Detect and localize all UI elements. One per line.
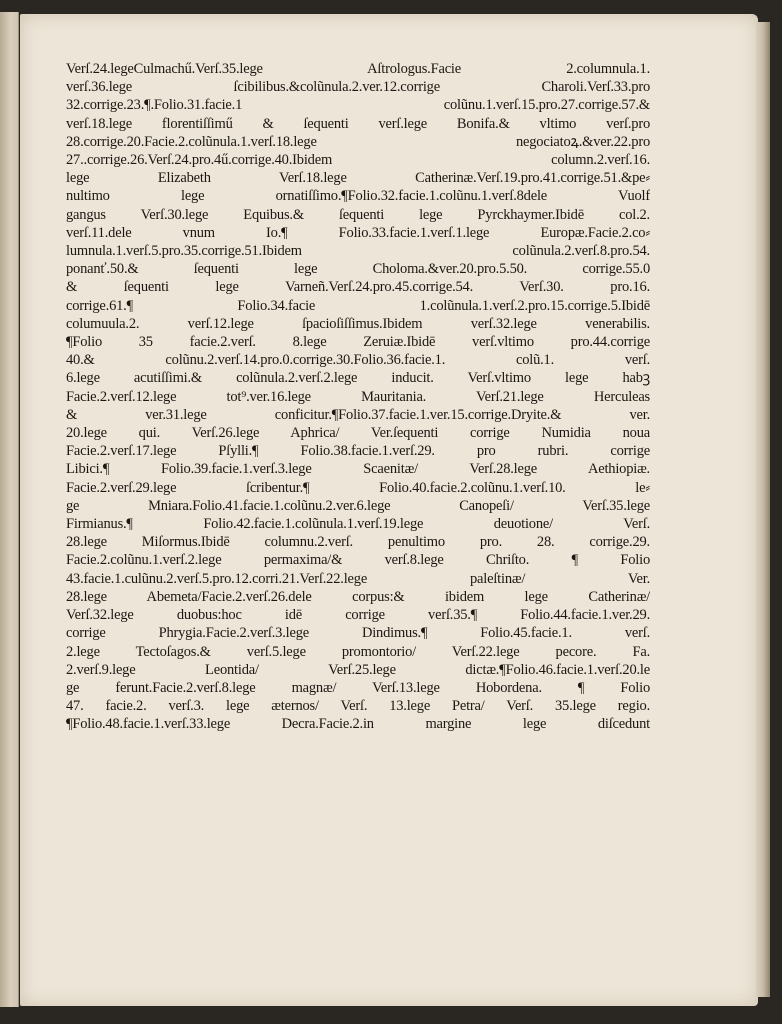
text-line: Libici.¶ Folio.39.facie.1.verſ.3.lege Scaenitæ/ Verſ.28.lege Aethiopiæ. <box>66 461 650 478</box>
text-line: Verſ.32.lege duobus:hoc idē corrige verſ.35.¶ Folio.44.facie.1.ver.29. <box>66 607 650 624</box>
text-line: corrige.61.¶ Folio.34.facie 1.colũnula.1.verſ.2.pro.15.corrige.5.Ibidē <box>66 297 650 314</box>
text-line: 6.lege acutiſſimi.& colũnula.2.verſ.2.lege inducit. Verſ.vltimo lege habꝫ <box>66 370 650 387</box>
text-line: & ver.31.lege conficitur.¶Folio.37.facie.1.ver.15.corrige.Dryite.& ver. <box>66 406 650 423</box>
text-line: Facie.2.verſ.12.lege tot⁹.ver.16.lege Mauritania. Verſ.21.lege Herculeas <box>66 388 650 405</box>
text-line: lege Elizabeth Verſ.18.lege Catherinæ.Verſ.19.pro.41.corrige.51.&pe⸗ <box>66 170 650 187</box>
errata-text-block <box>66 60 650 734</box>
text-line: 2.lege Tectoſagos.& verſ.5.lege promontorio/ Verſ.22.lege pecore. Fa. <box>66 643 650 660</box>
text-line: ge Mniara.Folio.41.facie.1.colũnu.2.ver.6.lege Canopeſi/ Verſ.35.lege <box>66 497 650 514</box>
text-line: Facie.2.verſ.29.lege ſcribentur.¶ Folio.40.facie.2.colũnu.1.verſ.10. le⸗ <box>66 479 650 496</box>
text-line: columuula.2. verſ.12.lege ſpacioſiſſimus.Ibidem verſ.32.lege venerabilis. <box>66 315 650 332</box>
text-line: 28.corrige.20.Facie.2.colũnula.1.verſ.18.lege negociatoꝝ.&ver.22.pro <box>66 133 650 150</box>
text-line: nultimo lege ornatiſſimo.¶Folio.32.facie.1.colũnu.1.verſ.8dele Vuolf <box>66 188 650 205</box>
text-line: 43.facie.1.culũnu.2.verſ.5.pro.12.corri.21.Verſ.22.lege paleſtinæ/ Ver. <box>66 570 650 587</box>
text-line: verſ.18.lege florentiſſimű & ſequenti verſ.lege Bonifa.& vltimo verſ.pro <box>66 115 650 132</box>
text-line: & ſequenti lege Varneñ.Verſ.24.pro.45.corrige.54. Verſ.30. pro.16. <box>66 279 650 296</box>
text-line: gangus Verſ.30.lege Equibus.& ſequenti lege Pyrckhaymer.Ibidē col.2. <box>66 206 650 223</box>
text-line: 28.lege Abemeta/Facie.2.verſ.26.dele corpus:& ibidem lege Catherinæ/ <box>66 588 650 605</box>
text-line: ¶Folio.48.facie.1.verſ.33.lege Decra.Facie.2.in margine lege diſcedunt <box>66 716 650 733</box>
text-line: Verſ.24.legeCulmachű.Verſ.35.lege Aſtrologus.Facie 2.columnula.1. <box>66 61 650 77</box>
text-line: ge ferunt.Facie.2.verſ.8.lege magnæ/ Verſ.13.lege Hobordena. ¶ Folio <box>66 679 650 696</box>
text-line: Facie.2.verſ.17.lege Pſylli.¶ Folio.38.facie.1.verſ.29. pro rubri. corrige <box>66 443 650 460</box>
text-line: verſ.36.lege ſcibilibus.&colũnula.2.ver.12.corrige Charoli.Verſ.33.pro <box>66 79 650 96</box>
text-line: 20.lege qui. Verſ.26.lege Aphrica/ Ver.ſequenti corrige Numidia noua <box>66 425 650 442</box>
facing-page-edge <box>0 12 19 1007</box>
text-line: ¶Folio 35 facie.2.verſ. 8.lege Zeruiæ.Ibidē verſ.vltimo pro.44.corrige <box>66 334 650 351</box>
text-line: corrige Phrygia.Facie.2.verſ.3.lege Dindimus.¶ Folio.45.facie.1. verſ. <box>66 625 650 642</box>
text-line: 28.lege Miſormus.Ibidē columnu.2.verſ. penultimo pro. 28. corrige.29. <box>66 534 650 551</box>
text-line: Firmianus.¶ Folio.42.facie.1.colũnula.1.verſ.19.lege deuotione/ Verſ. <box>66 516 650 533</box>
text-line: lumnula.1.verſ.5.pro.35.corrige.51.Ibidem colũnula.2.verſ.8.pro.54. <box>66 243 650 260</box>
text-line: ponanť.50.& ſequenti lege Choloma.&ver.20.pro.5.50. corrige.55.0 <box>66 261 650 278</box>
text-line: Facie.2.colũnu.1.verſ.2.lege permaxima/& verſ.8.lege Chriſto. ¶ Folio <box>66 552 650 569</box>
text-line: 32.corrige.23.¶.Folio.31.facie.1 colũnu.1.verſ.15.pro.27.corrige.57.& <box>66 97 650 114</box>
page-stack-edge <box>756 22 770 997</box>
text-line: 47. facie.2. verſ.3. lege æternos/ Verſ. 13.lege Petra/ Verſ. 35.lege regio. <box>66 698 650 715</box>
text-line: 40.& colũnu.2.verſ.14.pro.0.corrige.30.Folio.36.facie.1. colũ.1. verſ. <box>66 352 650 369</box>
text-line: 27..corrige.26.Verſ.24.pro.4ű.corrige.40.Ibidem column.2.verſ.16. <box>66 152 650 169</box>
text-line: verſ.11.dele vnum Io.¶ Folio.33.facie.1.verſ.1.lege Europæ.Facie.2.co⸗ <box>66 224 650 241</box>
text-line: 2.verſ.9.lege Leontida/ Verſ.25.lege dictæ.¶Folio.46.facie.1.verſ.20.le <box>66 661 650 678</box>
